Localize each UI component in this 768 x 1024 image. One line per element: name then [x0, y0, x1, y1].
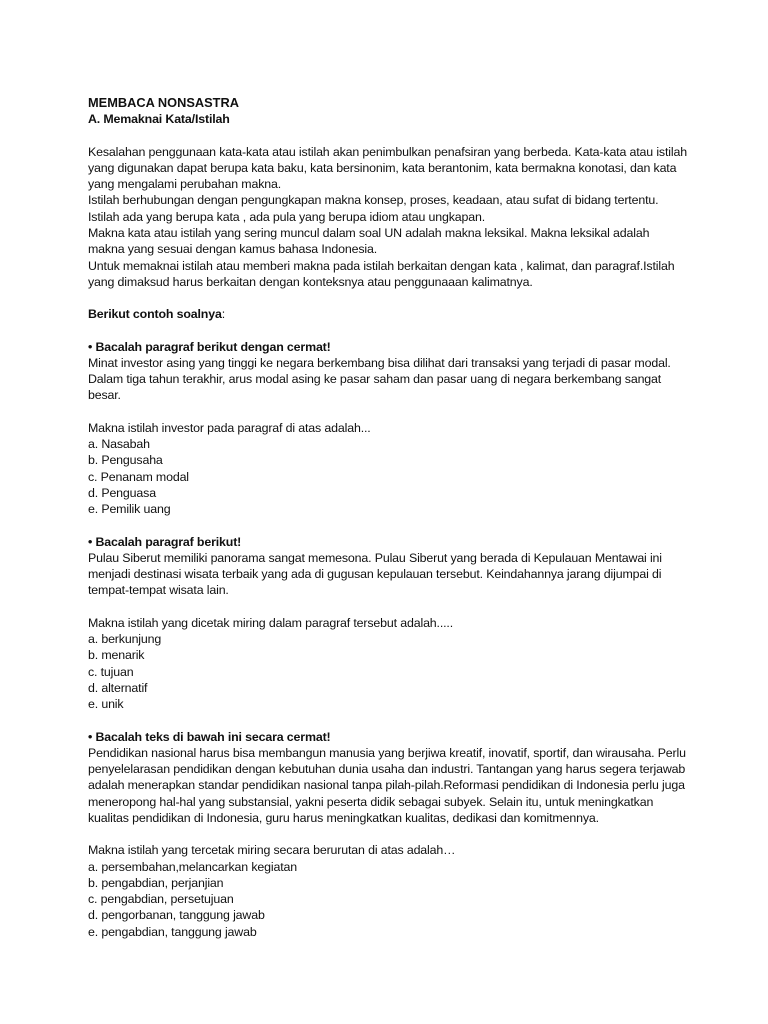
- examples-heading: Berikut contoh soalnya: [88, 307, 222, 322]
- section-subtitle: A. Memaknai Kata/Istilah: [88, 112, 230, 127]
- question-instruction: • Bacalah paragraf berikut!: [88, 534, 242, 549]
- answer-option: a. persembahan,melancarkan kegiatan: [88, 859, 297, 874]
- answer-option: c. Penanam modal: [88, 469, 189, 484]
- question-passage: Minat investor asing yang tinggi ke negara berkembang bisa dilihat dari transaksi yang terjadi di pasar modal. Dalam tiga tahun terakhir, arus modal asing ke pasar saham dan pasar uang di negara berkembang sangat besar.: [88, 355, 671, 403]
- answer-option: e. unik: [88, 697, 124, 712]
- answer-option: a. berkunjung: [88, 632, 162, 647]
- answer-option: b. pengabdian, perjanjian: [88, 875, 224, 890]
- answer-option: c. tujuan: [88, 664, 134, 679]
- intro-paragraph: Makna kata atau istilah yang sering muncul dalam soal UN adalah makna leksikal. Makna leksikal adalah makna yang sesuai dengan kamus bahasa Indonesia.: [88, 226, 650, 257]
- answer-options: [88, 859, 688, 940]
- examples-heading-line: [88, 306, 688, 322]
- answer-option: e. Pemilik uang: [88, 502, 171, 517]
- answer-option: e. pengabdian, tanggung jawab: [88, 924, 257, 939]
- answer-option: b. Pengusaha: [88, 453, 163, 468]
- answer-option: d. alternatif: [88, 680, 148, 695]
- question-instruction: • Bacalah paragraf berikut dengan cermat!: [88, 339, 331, 354]
- answer-option: d. pengorbanan, tanggung jawab: [88, 908, 265, 923]
- question-instruction: • Bacalah teks di bawah ini secara cermat!: [88, 729, 331, 744]
- answer-options: [88, 631, 688, 712]
- answer-option: c. pengabdian, persetujuan: [88, 892, 234, 907]
- answer-option: b. menarik: [88, 648, 145, 663]
- question-prompt: Makna istilah yang dicetak miring dalam paragraf tersebut adalah.....: [88, 615, 454, 630]
- answer-option: d. Penguasa: [88, 485, 156, 500]
- examples-colon: :: [221, 307, 226, 322]
- intro-paragraph: Untuk memaknai istilah atau memberi makna pada istilah berkaitan dengan kata , kalimat, dan paragraf.Istilah yang dimaksud harus berkaitan dengan konteksnya atau penggunaaan kalimatnya.: [88, 258, 675, 289]
- question-prompt: Makna istilah yang tercetak miring secara berurutan di atas adalah…: [88, 843, 456, 858]
- intro-paragraph: Kesalahan penggunaan kata-kata atau istilah akan penimbulkan penafsiran yang berbeda. Kata-kata atau istilah yang digunakan dapat berupa kata baku, kata bersinonim, kata berantonim, kata bermakna konotasi, dan kata yang mengalami perubahan makna.: [88, 144, 687, 192]
- intro-paragraph: Istilah berhubungan dengan pengungkapan makna konsep, proses, keadaan, atau sufat di bidang tertentu. Istilah ada yang berupa kata , ada pula yang berupa idiom atau ungkapan.: [88, 193, 659, 224]
- question-prompt: Makna istilah investor pada paragraf di atas adalah...: [88, 420, 371, 435]
- question-passage: Pendidikan nasional harus bisa membangun manusia yang berjiwa kreatif, inovatif, sportif, dan wirausaha. Perlu penyelelarasan pendidikan dengan kebutuhan dunia usaha dan industri. Tantangan yang harus segera terjawab adalah menerapkan standar pendidikan nasional tanpa pilah-pilah.Reformasi pendidikan di Indonesia perlu juga meneropong hal-hal yang substansial, yakni peserta didik sebagai subyek. Selain itu, untuk meningkatkan kualitas pendidikan di Indonesia, guru harus meningkatkan kualitas, dedikasi dan komitmennya.: [88, 745, 686, 825]
- document-title: MEMBACA NONSASTRA: [88, 95, 239, 110]
- answer-option: a. Nasabah: [88, 437, 150, 452]
- document-content: [88, 95, 688, 940]
- answer-options: [88, 436, 688, 517]
- question-passage: Pulau Siberut memiliki panorama sangat memesona. Pulau Siberut yang berada di Kepulauan Mentawai ini menjadi destinasi wisata terbaik yang ada di gugusan kepulauan tersebut. Keindahannya jarang dijumpai di tempat-tempat wisata lain.: [88, 550, 662, 598]
